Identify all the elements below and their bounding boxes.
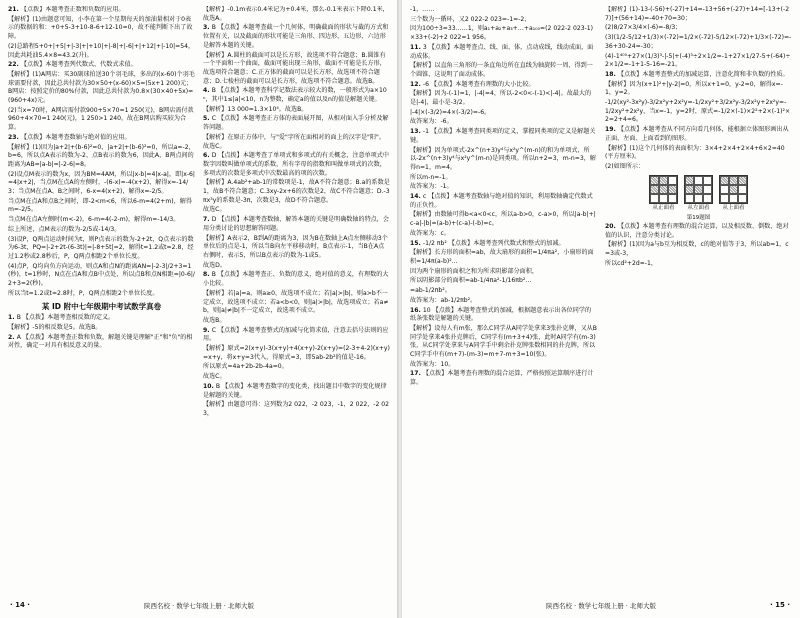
answer-text: 综上所述，点M表示的数为-2/5或-14/3。 [8, 225, 121, 233]
answer-text: 【解析】(1)因为a与b互为相反数，c的绝对值等于3，所以ab=1，c=3或-3， [605, 241, 789, 258]
answer-paragraph [410, 240, 597, 249]
answer-paragraph [410, 211, 597, 228]
question-number: 8. [203, 271, 212, 279]
right-column-2 [605, 6, 792, 591]
answer-text: 【解析】原式=2(x+y)-3(x+y)+4(x+y)-2(x+y)=(2-3+4-2)(x+y)=x+y，将x+y=3代入，得原式=3，即5ab-2b²的值是-16。 [203, 345, 390, 361]
answer-paragraph [8, 16, 195, 42]
grid-cell [685, 194, 694, 203]
answer-text: 【解析】若|a|=a，则a≥0，故选项不成立；若|a|>|b|，则a>b不一定成立，故选项不成立；若a<b<0，则|a|>|b|，故选项成立；若a≠b，则|a|≠|b|不一定成立，故选项不成立。 [203, 289, 389, 315]
answer-text: B 【点拨】本题考查正、负数的意义，绝对值的意义，有理数的大小比较。 [203, 271, 389, 288]
question-number: 23. [8, 133, 21, 141]
answer-paragraph [605, 53, 792, 70]
grid-cell [694, 176, 703, 185]
grid-cell [685, 185, 694, 194]
grid-cell [703, 176, 712, 185]
answer-text: B 【点拨】本题考查相反数的定义。 [16, 314, 115, 322]
answer-paragraph [203, 179, 390, 205]
answer-paragraph [410, 128, 597, 145]
three-views-figure [605, 175, 792, 213]
right-page-number: · 15 · [770, 601, 790, 609]
answer-text: A 【点拨】本题考查正数和负数，解题关键是理解"正"和"负"的相对性，确定一对具有相反意义的量。 [8, 333, 193, 350]
answer-text: c 【点拨】本题考查数轴与绝对值的知识，利用数轴确定代数式的正负性。 [410, 193, 593, 209]
answer-paragraph [410, 6, 597, 15]
answer-text: 【解析】由题意可得：这列数为2 022，-2 023，-1，2 022，-2 023， [203, 401, 390, 417]
answer-paragraph [605, 126, 792, 143]
answer-text: (4)点P，Q均向负方向运动，则点A和点N的距离AN=|-2-3|/2+3=1(秒)，t=1秒时，N点在点A和点B中点处，所以点B和点N相距=|0-6|/2+3=2(秒)。 [8, 262, 195, 288]
answer-paragraph [203, 271, 390, 288]
answer-paragraph [605, 241, 792, 258]
grid-cell [659, 185, 668, 194]
answer-paragraph [410, 81, 597, 90]
question-number: 20. [605, 223, 618, 231]
answer-paragraph [410, 16, 597, 25]
view-grid [684, 175, 713, 204]
answer-paragraph [203, 24, 390, 50]
answer-text: 【解析】以直角三角形的一条直角边所在直线为轴旋转一周，得到一个圆锥，这说明了面动成体。 [410, 62, 593, 78]
answer-text: C 【点拨】本题考查正方体的表面展开图，从相对面入手分析及解答问题。 [203, 115, 389, 132]
question-number: 4. [203, 87, 212, 95]
right-column-1 [410, 6, 597, 591]
answer-text: 故选D。 [203, 261, 226, 269]
answer-paragraph [203, 262, 390, 271]
grid-cell [729, 176, 738, 185]
question-number: 1. [8, 314, 17, 322]
view-diagram [649, 175, 678, 213]
answer-text: 【解析】-0.1m表示0.4米记为+0.4米，那么-0.1米表示下降0.1米，故选A。 [203, 6, 389, 22]
grid-cell [650, 194, 659, 203]
grid-cell [668, 194, 677, 203]
answer-paragraph [8, 107, 195, 133]
answer-paragraph [203, 373, 390, 382]
grid-cell [720, 176, 729, 185]
answer-paragraph [8, 71, 195, 106]
grid-cell [650, 176, 659, 185]
left-column-1 [8, 6, 195, 591]
answer-paragraph [8, 263, 195, 289]
answer-paragraph [203, 317, 390, 326]
answer-paragraph [203, 327, 390, 344]
answer-text: (3)(1/2-5/12+1/3)×(-72)=1/2×(-72)-5/12×(-72)+1/3×(-72)=-36+30-24=-30； [605, 34, 792, 50]
question-number: 11. [410, 43, 423, 51]
answer-paragraph [605, 223, 792, 240]
answer-text: B 【点拨】本题考查数字的变化类，找出题目中数字的变化规律是解题的关键。 [203, 382, 387, 399]
answer-text: 三个数为一循环，又2 022-2 023=-1=-2， [410, 15, 531, 23]
answer-paragraph [410, 297, 597, 306]
answer-text: 当点M在点A左侧时(m<-2)，6-m=4(-2-m)，解得m=-14/3。 [8, 216, 180, 224]
answer-paragraph [605, 34, 792, 51]
question-number: 10. [203, 382, 216, 390]
answer-paragraph [605, 6, 792, 23]
question-number: 19. [605, 126, 618, 134]
answer-paragraph [8, 334, 195, 351]
answer-text: 【解析】(1)A网店：买30副球拍送30个羽毛球，多出的(x-60)个羽毛球需要付款，因此总共付款为30×50+(x-60)×5=(5x+1 200)元；B网店：按照定价的80%付款，因此总共付款为0.8×(30×40+5x)=(960+4x)元。 [8, 70, 195, 105]
question-number: 12. [410, 80, 423, 88]
answer-paragraph [8, 290, 195, 299]
answer-text: 【解析】因为单项式-2x^(n+3)y⁴与x²y^(m-n)的和为单项式，所以-2x^(n+3)y⁴与x²y^(m-n)是同类项。所以n+2=3，m-n=3，解得n=1，m=4。 [410, 146, 596, 171]
grid-cell [659, 176, 668, 185]
section-title: 某 ID 附中七年级期中考试数学真卷 [41, 301, 162, 311]
answer-paragraph [8, 144, 195, 170]
answer-text: 所以阴影部分的面积=ab-1/4πa²-1/16πb²… [410, 277, 532, 285]
answer-text: B 【点拨】本题考查截一个几何体，明确截面的形状与截的方式和位置有关，以及截面的形状可能是三角形、四边形、五边形、六边形是解答本题的关键。 [203, 24, 389, 49]
question-number: 22. [8, 61, 21, 69]
answer-text: 【点拨】本题考查数轴与绝对值的应用。 [20, 133, 131, 141]
grid-cell [738, 194, 747, 203]
answer-text: -1，…… [410, 6, 435, 13]
answer-text: 故答案为：ab-1/2πb²。 [410, 296, 477, 304]
answer-text: 所以原式=4a+2b-2b-4a=0。 [203, 363, 288, 371]
answer-paragraph [410, 174, 597, 183]
answer-text: C 【点拨】本题考查整式的加减与化简求值，注意去括号法则的应用。 [203, 326, 389, 343]
grid-cell [650, 185, 659, 194]
answer-paragraph [605, 260, 792, 269]
grid-cell [659, 194, 668, 203]
answer-paragraph [410, 249, 597, 266]
right-series-label: 陕西名校 · 数学七年级上册 · 北师大版 [546, 602, 656, 610]
answer-text: 所以cd²+2d=-1， [605, 259, 657, 267]
answer-paragraph [203, 345, 390, 362]
answer-text: (4)-1⁴⁰⁰+27×(1/3)³-|-5|+(-4)³÷2×1/2=-1+27×1/27-5+(-64)÷2×1/2=-1+1-5-16=-21。 [605, 52, 791, 69]
answer-text: 【点拨】本题考查正数和负数的应用。 [20, 6, 125, 13]
answer-text: 故答案为：c。 [410, 229, 450, 237]
view-caption: 从正面看 [652, 204, 675, 211]
answer-text: 当点M在点A和点B之间时，即-2<m<6，所以6-m=4(2+m)，解得m=-2/5。 [8, 197, 192, 214]
answer-paragraph [8, 43, 195, 60]
answer-paragraph [605, 24, 792, 33]
grid-cell [720, 185, 729, 194]
answer-text: |-4|×(-3/2)=4×(-3/2)=-6。 [410, 108, 491, 116]
answer-text: 【解析】因为-(-1)=1，|-4|=4，所以-2<0<-(-1)<|-4|。故最大的是|-4|，最小是-3/2。 [410, 90, 592, 107]
answer-paragraph [410, 118, 597, 127]
answer-paragraph [203, 152, 390, 178]
question-number: 17. [410, 370, 423, 378]
answer-paragraph [8, 6, 195, 15]
answer-text: 故选C。 [203, 373, 226, 381]
answer-paragraph [410, 230, 597, 239]
question-number: 18. [605, 70, 618, 78]
answer-text: -6 【点拨】本题考查有理数的大小比较。 [422, 80, 535, 88]
answer-text: 【点拨】本题考查整式的加减运算，注意化简和非负数的性质。 [617, 70, 789, 78]
answer-text: 【点拨】本题考查有理数的混合运算，严格按照运算顺序进行计算。 [410, 370, 594, 387]
answer-paragraph [203, 134, 390, 151]
answer-text: (3)设P，Q两点运动时间为t，则P点表示的数为-2+2t，Q点表示的数为6-3t，PQ=|-2+2t-(6-3t)|=|-8+5t|=2，解得t=1.2或t=2.8，经过1.2秒或2.8秒后，P，Q两点相距2个单位长度。 [8, 235, 194, 260]
answer-paragraph [203, 290, 390, 316]
view-diagram [719, 175, 748, 213]
answer-text: 因为100÷3=33……1，则a₁+a₂+a₃+…+a₁₀₀=(2 022-2 023-1)×33+(-2)+2 022=1 956。 [410, 25, 594, 42]
answer-paragraph [203, 87, 390, 104]
grid-cell [729, 194, 738, 203]
grid-cell [694, 194, 703, 203]
answer-paragraph [8, 324, 195, 333]
answer-text: (2)如图所示： [605, 162, 645, 170]
answer-paragraph [605, 71, 792, 80]
right-page [402, 0, 800, 618]
answer-paragraph [410, 307, 597, 324]
answer-text: 【解析】设每人有m张，那么C同学从A同学处拿来3张扑克牌，又从B同学处拿来4张扑克牌后，C同学有(m+3+4)张，此时A同学有(m-3)张，从C同学处拿来与A同学手中剩余扑克牌张数相同的扑克牌，所以C同学手中有(m+7)-(m-3)=m+7-m+3=10(张)。 [410, 324, 597, 359]
answer-text: 【解析】-5的相反数是5。故选B。 [8, 323, 102, 331]
answer-text: (2)8/27×3/4×(-6)=-8/3； [605, 24, 682, 32]
answer-paragraph [410, 183, 597, 192]
question-number: 13. [410, 128, 423, 136]
answer-text: 因为两个扇形的面积之和为所求阴影部分面积， [410, 267, 538, 275]
question-number: 6. [203, 152, 212, 160]
answer-text: 所以当t=1.2或t=2.8时，P，Q两点相距2个单位长度。 [8, 289, 159, 297]
answer-paragraph [8, 198, 195, 215]
answer-paragraph [8, 216, 195, 225]
answer-text: 10 【点拨】本题考查整式的加减，根据题意表示出各位同学的纸条张数是解题的关键。 [410, 306, 592, 323]
answer-text: 【解析】(1)-13-(-56)+(-27)+14=-13+56+(-27)+14=[-13+(-27)]+(56+14)=-40+70=30； [605, 6, 790, 22]
answer-paragraph [410, 147, 597, 173]
answer-paragraph [410, 62, 597, 79]
answer-paragraph [203, 383, 390, 400]
question-number: 9. [203, 326, 212, 334]
view-grid [719, 175, 748, 204]
view-grid [649, 175, 678, 204]
view-caption: 从上面看 [722, 204, 745, 211]
question-number: 3. [203, 24, 212, 32]
answer-paragraph [8, 134, 195, 143]
answer-text: 故选B。 [203, 316, 226, 324]
question-number: 7. [203, 216, 212, 224]
question-number: 21. [8, 6, 21, 13]
answer-paragraph [410, 325, 597, 360]
answer-paragraph [203, 106, 390, 115]
left-page-number: · 14 · [10, 601, 30, 609]
answer-text: 所以m-n=-1。 [410, 173, 452, 181]
answer-paragraph [8, 314, 195, 323]
figure-title: 第19题图 [686, 215, 711, 222]
answer-text: 【点拨】本题考查有理数的混合运算，以及相反数、倒数、绝对值的认识，注意分类讨论。 [605, 223, 789, 239]
grid-cell [668, 176, 677, 185]
answer-text: 故答案为：10。 [410, 360, 455, 368]
answer-paragraph [410, 44, 597, 61]
answer-text: 故答案为：-1。 [410, 183, 453, 191]
grid-cell [738, 185, 747, 194]
answer-text: B 【点拨】本题考查科学记数法表示较大的数，一般形式为a×10ⁿ，其中1≤|a|<10，n为整数，确定a的值以及n的值是解题关键。 [203, 87, 387, 104]
answer-paragraph [8, 226, 195, 235]
question-number: 16. [410, 306, 423, 314]
question-number: 2. [8, 333, 17, 341]
answer-text: -1/2(xy²-3x²y)-3/2x²y+2x²y=-1/2xy²+3/2x²y-3/2x²y+2x²y=-1/2xy²+2x²y，当x=-1，y=2时，原式=-1/2×(-1)×2²+2×(-1)²×2=2+4=6。 [605, 99, 791, 124]
answer-text: 【解析】(1)因为|a+2|+(b-6)²=0，|a+2|+(b-6)²=0，所以a=-2，b=6，所以点A表示的数为-2，点B表示的数为6，因此A，B两点间的距离为AB=|a-b|=|-2-6|=8。 [8, 143, 195, 168]
answer-paragraph [203, 115, 390, 132]
answer-text: (2)设点M表示的数为x，因为BM=4AM，所以|x-b|=4|x-a|，即|x-6|=4|x+2|，当点M在点A的左侧时，-(6-x)=-4(x+2)，解得x=-14/3；当点M在点A、B之间时，6-x=4(x+2)，解得x=-2/5。 [8, 170, 195, 196]
right-footer [402, 601, 800, 613]
answer-text: 【解析】长方形的面积=ab，故大扇形的面积=1/4πa²，小扇形的面积=1/4π(a-b)²… [410, 249, 594, 265]
answer-paragraph [410, 370, 597, 387]
answer-paragraph [605, 99, 792, 125]
grid-cell [703, 194, 712, 203]
answer-paragraph [605, 145, 792, 162]
answer-text: 【解析】由数轴可得b<a<0<c，所以a-b>0，c-a>0，所以|a-b|+|c-a|-|b|=(a-b)+(c-a)-(-b)=c。 [410, 211, 596, 228]
answer-text: 【点拨】本题考查列代数式、代数式求值。 [20, 61, 137, 69]
grid-cell [729, 185, 738, 194]
view-diagram [684, 175, 713, 213]
left-page [0, 0, 398, 618]
grid-cell [703, 185, 712, 194]
answer-paragraph [410, 361, 597, 370]
answer-paragraph [203, 363, 390, 372]
answer-paragraph [410, 287, 597, 296]
answer-paragraph [410, 109, 597, 118]
answer-paragraph [605, 163, 792, 172]
left-footer [0, 601, 398, 613]
answer-paragraph [410, 193, 597, 210]
question-number: 14. [410, 193, 423, 201]
left-column-2 [203, 6, 390, 591]
answer-paragraph [203, 6, 390, 23]
grid-cell [720, 194, 729, 203]
answer-paragraph [605, 81, 792, 98]
answer-text: (2)总路程5+0+|+5|+|-3|+|+10|+|-8|+|-6|+|+12|+|-10|=54，因此共耗油5.4×8=43.2(升)。 [8, 42, 195, 59]
left-series-label: 陕西名校 · 数学七年级上册 · 北师大版 [144, 602, 254, 610]
answer-paragraph [203, 52, 390, 87]
answer-paragraph [203, 401, 390, 418]
answer-text: D 【点拨】本题考查了单项式和多项式的有关概念，注意单项式中数字因数叫做单项式的系数，所有字母的指数和叫做单项式的次数，多项式的次数是多项式中次数最高的项的次数。 [203, 152, 389, 177]
question-number: 5. [203, 115, 212, 123]
grid-cell [694, 185, 703, 194]
grid-cell [685, 176, 694, 185]
answer-text: 【解析】A.4ab²+ab-1的常数项是-1，故A不符合题意；B.a的系数是1，故B不符合题意；C.3xy-2x+6的次数是2，故C不符合题意；D.-3πx³y的系数是-3π，次数是3，故D不符合题意。 [203, 179, 390, 204]
answer-paragraph [410, 25, 597, 42]
answer-text: 【解析】A表示2，B到A的距离为3，因为B在数轴上A点左侧移动3个单位后的点是-1，所以当B向左平移移动时，B点表示-1，当B在A点右侧时，表示5，所以B点表示的数为-1或5。 [203, 234, 388, 259]
answer-paragraph [8, 171, 195, 197]
answer-text: -1 【点拨】本题考查同类项的定义，掌握同类项的定义是解题关键。 [410, 128, 596, 144]
question-number: 15. [410, 239, 423, 247]
grid-cell [738, 176, 747, 185]
answer-paragraph [410, 277, 597, 286]
answer-text: 故答案为：-6。 [410, 118, 453, 126]
answer-text: 【解析】(1)这个几何体的表面积为：3×4+2×4+2×4+6×2=40(平方厘米)。 [605, 144, 785, 161]
answer-text: -1/2 πb² 【点拨】本题考查列代数式和整式的加减。 [422, 239, 565, 247]
answer-text: 【解析】A.圆柱的截面可以是长方形，故选项不符合题意；B.圆锥有一个平面和一个曲面，截面可能出现三角形，截面不可能是长方形，故选项符合题意；C.正方体的截面可以是长方形，故选项不符合题意；D.七棱柱的截面可以是长方形，故选项不符合题意。故选B。 [203, 51, 386, 85]
answer-text: 【解析】因为(x+1)²+|y-2|=0，所以x+1=0，y-2=0，解得x=-1，y=2。 [605, 80, 783, 97]
answer-paragraph [8, 236, 195, 262]
answer-paragraph [203, 206, 390, 215]
answer-text: D 【点拨】本题考查数轴，解答本题的关键是明确数轴的特点，会用分类讨论的思想解答问题。 [203, 216, 389, 232]
answer-paragraph [410, 90, 597, 107]
answer-text: 【解析】在原正方体中，与"爱"字所在面相对的面上的汉字是"阳"。故选C。 [203, 133, 385, 150]
answer-text: 【解析】(1)由题意可知，小李在第一个星期每天的加油量相对于0表示的数据的和：+0+5-3+10-8-6+12-10=0，故不能判断下出了故障。 [8, 15, 193, 41]
view-caption: 从左面看 [687, 204, 710, 211]
answer-text: 【点拨】本题考查从不同方向看几何体，能根据立体图形画出从正面、左面、上面看到的图形。 [605, 126, 789, 142]
answer-paragraph [203, 216, 390, 233]
answer-paragraph [8, 61, 195, 70]
answer-paragraph [410, 268, 597, 277]
answer-paragraph [203, 235, 390, 261]
answer-text: (2)当x=70时，A网店需付款900+5×70=1 250(元)，B网店需付款960+4×70=1 240(元)，1 250>1 240，故在B网店购买较为合算。 [8, 106, 194, 132]
answer-text: 故选C。 [203, 206, 226, 214]
answer-text: =ab-1/2πb²。 [410, 287, 451, 295]
answer-text: 【解析】13 000=1.3×10⁴。故选B。 [203, 105, 308, 113]
answer-text: 3 【点拨】本题考查点、线、面、体，点动成线，线动成面，面动成体。 [410, 43, 594, 60]
grid-cell [668, 185, 677, 194]
